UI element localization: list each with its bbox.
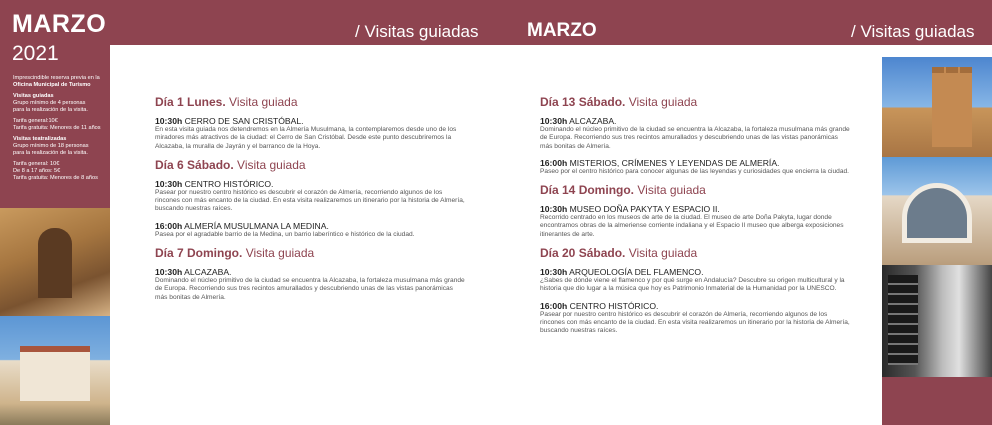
day-section xyxy=(540,183,850,239)
year-title: 2021 xyxy=(12,42,59,65)
event-title: CENTRO HISTÓRICO. xyxy=(184,178,274,189)
event-description: Dominando el núcleo primitivo de la ciudad se encuentra la Alcazaba, la fortaleza musulmana más grande de Europa. Recorriendo sus tres recintos amurallados y descubriendo unas de las vistas panorámicas más bonitas de Almería. xyxy=(540,126,850,150)
event-time: 10:30h xyxy=(155,178,183,189)
day-section xyxy=(540,95,850,176)
event-time: 16:00h xyxy=(155,220,183,231)
accent-block xyxy=(882,377,992,425)
historic-door-photo xyxy=(0,208,110,316)
event-item xyxy=(540,267,850,294)
event-title: CERRO DE SAN CRISTÓBAL. xyxy=(184,116,304,126)
event-description: Dominando el núcleo primitivo de la ciudad se encuentra la Alcazaba, la fortaleza musulmana más grande de Europa. Recorriendo sus tres recintos amurallados y descubriendo unas de las vistas panorámicas más bonitas de Almería. xyxy=(155,277,465,301)
event-description: Pasear por nuestro centro histórico es descubrir el corazón de Almería, recorriendo algunos de los rincones con más encanto de la ciudad. En esta visita realizaremos un itinerario por la historia de Almería, buscando nuestras raíces. xyxy=(155,188,465,213)
day-label: Día 7 Domingo. xyxy=(155,246,243,261)
section-title-left: / Visitas guiadas xyxy=(355,22,479,41)
event-heading xyxy=(155,179,465,189)
guided-price: Tarifa general:10€ xyxy=(13,118,58,124)
event-heading xyxy=(155,221,465,231)
day-section xyxy=(155,246,465,302)
day-section xyxy=(155,158,465,239)
event-title: CENTRO HISTÓRICO. xyxy=(569,300,659,311)
event-description: Pasea por el agradable barrio de la Medina, un barrio laberíntico e histórico de la ciudad. xyxy=(155,230,415,238)
day-heading xyxy=(155,95,465,109)
day-label: Día 20 Sábado. xyxy=(540,246,626,261)
event-item xyxy=(155,221,465,239)
right-schedule-column xyxy=(540,95,850,343)
theatre-price: Tarifa general: 10€ xyxy=(13,161,60,167)
event-description: ¿Sabes de dónde viene el flamenco y por qué surge en Andalucía? Descubre su origen multicultural y la historia que dio lugar a la música que hoy es Patrimonio Inmaterial de la Humanidad por la UNESCO. xyxy=(540,277,845,293)
section-title-right: / Visitas guiadas xyxy=(851,22,975,41)
event-heading xyxy=(540,204,850,214)
theatre-min: Grupo mínimo de 18 personas xyxy=(13,143,89,149)
event-item xyxy=(155,179,465,214)
theatre-min2: para la realización de la visita. xyxy=(13,150,88,156)
event-heading xyxy=(155,267,465,277)
event-title: ALCAZABA. xyxy=(184,267,232,278)
left-schedule-column xyxy=(155,95,465,309)
theatre-title: Visitas teatralizadas xyxy=(13,136,67,142)
market-arch-photo xyxy=(882,157,992,265)
guided-title: Visitas guiadas xyxy=(13,93,54,99)
event-heading xyxy=(540,116,850,126)
booking-info xyxy=(13,75,108,182)
info-sidebar xyxy=(0,0,110,208)
day-section xyxy=(155,95,465,151)
event-time: 10:30h xyxy=(540,267,568,278)
visit-type: Visita guiada xyxy=(229,95,298,109)
event-time: 10:30h xyxy=(540,204,568,215)
visit-type: Visita guiada xyxy=(628,246,698,261)
day-heading xyxy=(540,246,850,260)
month-title: MARZO xyxy=(12,10,107,38)
event-item xyxy=(540,116,850,151)
event-item xyxy=(155,116,465,151)
visit-type: Visita guiada xyxy=(637,183,706,198)
event-item xyxy=(540,158,850,176)
event-item xyxy=(155,267,465,302)
event-title: ALCAZABA. xyxy=(569,116,617,126)
event-description: Pasear por nuestro centro histórico es descubrir el corazón de Almería, recorriendo algunos de los rincones con más encanto de la ciudad. En esta visita realizaremos un itinerario por la historia de Almería, buscando nuestras raíces. xyxy=(540,310,850,335)
day-heading xyxy=(540,95,850,109)
header-bar xyxy=(0,0,992,45)
event-time: 10:30h xyxy=(540,116,568,126)
theatre-price2: De 8 a 17 años: 5€ xyxy=(13,168,61,174)
event-title: ALMERÍA MUSULMANA LA MEDINA. xyxy=(184,220,329,231)
event-item xyxy=(540,204,850,239)
day-heading xyxy=(540,183,850,197)
theatre-free: Tarifa gratuita: Menores de 8 años xyxy=(13,175,98,181)
event-description: Paseo por el centro histórico para conocer algunas de las leyendas y curiosidades que encierra la ciudad. xyxy=(540,167,849,175)
month-title-right: MARZO xyxy=(527,20,597,41)
event-description: En esta visita guiada nos detendremos en la Almería Musulmana, la contemplaremos desde uno de los miradores más atractivos de la ciudad: el Cerro de San Cristóbal. Desde este punto descubriremos la Alcazaba, la muralla de Jayrán y el barranco de la Hoya. xyxy=(155,126,457,150)
day-label: Día 6 Sábado. xyxy=(155,157,234,172)
day-section xyxy=(540,246,850,335)
event-heading xyxy=(540,158,850,168)
event-item xyxy=(540,301,850,336)
event-title: MISTERIOS, CRÍMENES Y LEYENDAS DE ALMERÍA. xyxy=(569,157,780,168)
event-title: ARQUEOLOGÍA DEL FLAMENCO. xyxy=(569,267,704,278)
event-time: 10:30h xyxy=(155,116,183,126)
andalusian-building-photo xyxy=(0,316,110,425)
day-label: Día 1 Lunes. xyxy=(155,95,226,109)
day-label: Día 13 Sábado. xyxy=(540,95,626,109)
day-heading xyxy=(155,158,465,172)
office-text: Oficina Municipal de Turismo xyxy=(13,82,91,88)
event-heading xyxy=(540,267,850,277)
day-heading xyxy=(155,246,465,260)
guided-min2: para la realización de la visita. xyxy=(13,107,88,113)
event-heading xyxy=(540,301,850,311)
day-label: Día 14 Domingo. xyxy=(540,183,635,198)
guided-free: Tarifa gratuita: Menores de 11 años xyxy=(13,125,101,131)
event-time: 10:30h xyxy=(155,267,183,278)
visit-type: Visita guiada xyxy=(237,157,306,172)
library-interior-photo xyxy=(882,265,992,377)
reserve-text: Imprescindible reserva previa en la xyxy=(13,75,100,81)
alcazaba-tower-photo xyxy=(882,57,992,157)
visit-type: Visita guiada xyxy=(628,95,698,109)
event-time: 16:00h xyxy=(540,157,568,168)
event-title: MUSEO DOÑA PAKYTA Y ESPACIO II. xyxy=(569,204,720,215)
event-description: Recorrido centrado en los museos de arte de la ciudad. El museo de arte Doña Pakyta, lugar donde encontramos obras de la almeriense corriente indaliana y el Espacio II museo que alberga exposiciones itinerantes de arte. xyxy=(540,214,844,238)
visit-type: Visita guiada xyxy=(245,246,315,261)
guided-min: Grupo mínimo de 4 personas xyxy=(13,100,86,106)
event-heading xyxy=(155,116,465,126)
event-time: 16:00h xyxy=(540,300,568,311)
